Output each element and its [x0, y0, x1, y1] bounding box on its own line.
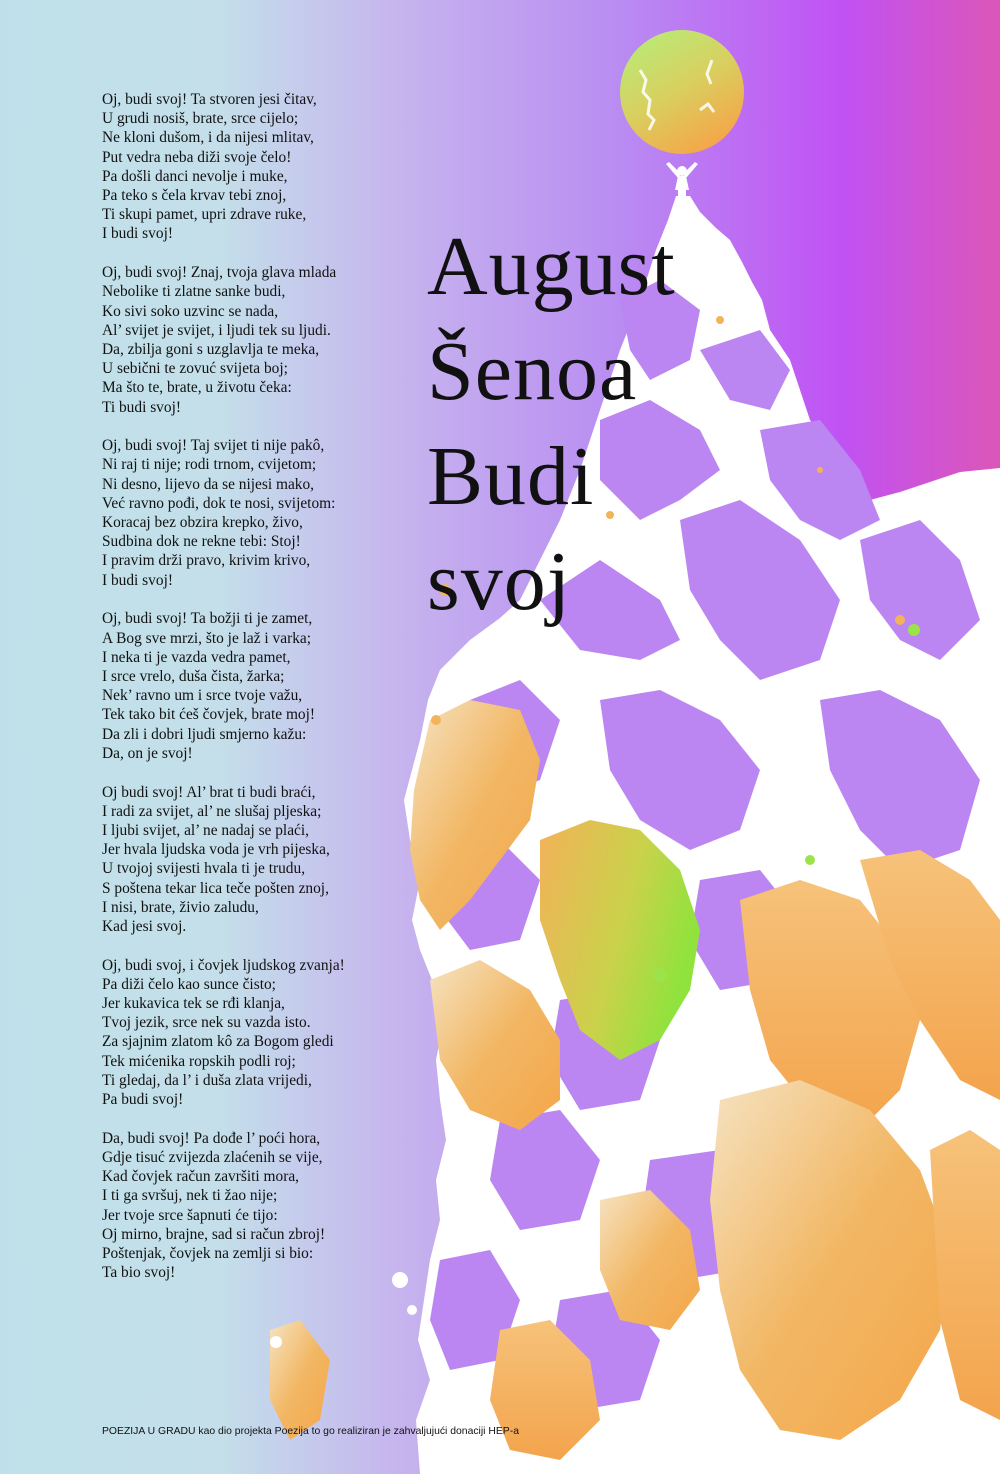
- poem-line: Oj, budi svoj! Ta božji ti je zamet,: [102, 610, 313, 628]
- poem-line: Oj budi svoj! Al’ brat ti budi braći,: [102, 783, 316, 801]
- poem-line: Ma što te, brate, u životu čeka:: [102, 379, 292, 397]
- poem-line: I srce vrelo, duša čista, žarka;: [102, 667, 285, 685]
- poem-line: Oj, budi svoj! Znaj, tvoja glava mlada: [102, 264, 337, 282]
- poem-line: Nebolike ti zlatne sanke budi,: [102, 283, 286, 301]
- poem-line: Ti skupi pamet, upri zdrave ruke,: [102, 206, 307, 224]
- poster-title: [427, 214, 676, 634]
- poem-line: Tvoj jezik, srce nek su vazda isto.: [102, 1014, 311, 1032]
- poem-line: Kad čovjek račun završiti mora,: [102, 1168, 300, 1186]
- poem-line: U sebični te zovuć svijeta boj;: [102, 360, 288, 378]
- poem-line: Koracaj bez obzira krepko, živo,: [102, 514, 303, 532]
- stanza: [102, 783, 432, 937]
- poem-line: U grudi nosiš, brate, srce cijelo;: [102, 110, 299, 128]
- poem-text: [102, 90, 432, 1302]
- poem-line: Oj, budi svoj! Ta stvoren jesi čitav,: [102, 91, 317, 108]
- poem-line: Ne kloni dušom, i da nijesi mlitav,: [102, 129, 314, 147]
- poem-line: Gdje tisuć zvijezda zlaćenih se vije,: [102, 1148, 323, 1166]
- sponsor-credit: POEZIJA U GRADU kao dio projekta Poezija to go realiziran je zahvaljujući donaciji HEP-a: [102, 1426, 519, 1437]
- poem-line: Tek mićenika ropskih podli roj;: [102, 1052, 296, 1070]
- poem-line: Da, zbilja goni s uzglavlja te meka,: [102, 340, 320, 358]
- poem-line: Kad jesi svoj.: [102, 917, 187, 935]
- poem-line: Oj, budi svoj! Taj svijet ti nije pakô,: [102, 437, 325, 455]
- poem-line: I ljubi svijet, al’ ne nadaj se plaći,: [102, 821, 309, 839]
- poem-line: Ni raj ti nije; rodi trnom, cvijetom;: [102, 456, 317, 474]
- poem-title-line-2: svoj: [427, 535, 572, 628]
- stanza: [102, 263, 432, 417]
- stanza: [102, 436, 432, 590]
- poem-line: Jer tvoje srce šapnuti će tijo:: [102, 1206, 278, 1224]
- poem-line: Jer hvala ljudska voda je vrh pijeska,: [102, 841, 330, 859]
- poem-line: Oj, budi svoj, i čovjek ljudskog zvanja!: [102, 956, 345, 974]
- poem-line: Nek’ ravno um i srce tvoje važu,: [102, 687, 303, 705]
- poem-line: Ta bio svoj!: [102, 1264, 176, 1282]
- stanza: [102, 90, 432, 244]
- poem-line: A Bog sve mrzi, što je laž i varka;: [102, 629, 312, 647]
- poem-line: I nisi, brate, živio zaludu,: [102, 898, 259, 916]
- poem-line: Ti budi svoj!: [102, 398, 181, 416]
- poem-line: Za sjajnim zlatom kô za Bogom gledi: [102, 1033, 334, 1051]
- poem-line: Tek tako bit ćeš čovjek, brate moj!: [102, 706, 316, 724]
- poem-line: Jer kukavica tek se rđi klanja,: [102, 995, 285, 1013]
- poem-line: I ti ga svršuj, nek ti žao nije;: [102, 1187, 278, 1205]
- poem-line: U tvojoj svijesti hvala ti je trudu,: [102, 860, 306, 878]
- poem-line: Poštenjak, čovjek na zemlji si bio:: [102, 1244, 314, 1262]
- poem-line: Pa došli danci nevolje i muke,: [102, 167, 288, 185]
- poem-line: Pa teko s čela krvav tebi znoj,: [102, 187, 287, 205]
- poem-line: Sudbina dok ne rekne tebi: Stoj!: [102, 533, 301, 551]
- poem-line: Ni desno, lijevo da se nijesi mako,: [102, 475, 315, 493]
- poem-line: Pa diži čelo kao sunce čisto;: [102, 975, 276, 993]
- poem-line: Oj mirno, brajne, sad si račun zbroj!: [102, 1225, 326, 1243]
- poem-line: Put vedra neba diži svoje čelo!: [102, 148, 292, 166]
- stanza: [102, 609, 432, 763]
- poem-line: Da, budi svoj! Pa dođe l’ poći hora,: [102, 1129, 321, 1147]
- stanza: [102, 1129, 432, 1283]
- poem-line: I budi svoj!: [102, 571, 173, 589]
- poem-line: I budi svoj!: [102, 225, 173, 243]
- poem-line: Ti gledaj, da l’ i duša zlata vrijedi,: [102, 1071, 312, 1089]
- poem-line: I radi za svijet, al’ ne slušaj pljeska;: [102, 802, 322, 820]
- poem-line: Pa budi svoj!: [102, 1091, 184, 1109]
- sun-icon: [620, 30, 744, 154]
- poem-line: Al’ svijet je svijet, i ljudi tek su ljudi.: [102, 321, 331, 339]
- poem-line: Ko sivi soko uzvinc se nada,: [102, 302, 279, 320]
- author-first-name: August: [427, 220, 676, 313]
- poem-line: I pravim drži pravo, krivim krivo,: [102, 552, 311, 570]
- poem-line: Da, on je svoj!: [102, 744, 193, 762]
- poem-line: Da zli i dobri ljudi smjerno kažu:: [102, 725, 307, 743]
- author-last-name: Šenoa: [427, 325, 638, 418]
- poem-title-line-1: Budi: [427, 430, 595, 523]
- stanza: [102, 956, 432, 1110]
- poem-line: S poštena tekar lica teče pošten znoj,: [102, 879, 329, 897]
- poem-line: I neka ti je vazda vedra pamet,: [102, 648, 291, 666]
- poem-line: Već ravno pođi, dok te nosi, svijetom:: [102, 494, 336, 512]
